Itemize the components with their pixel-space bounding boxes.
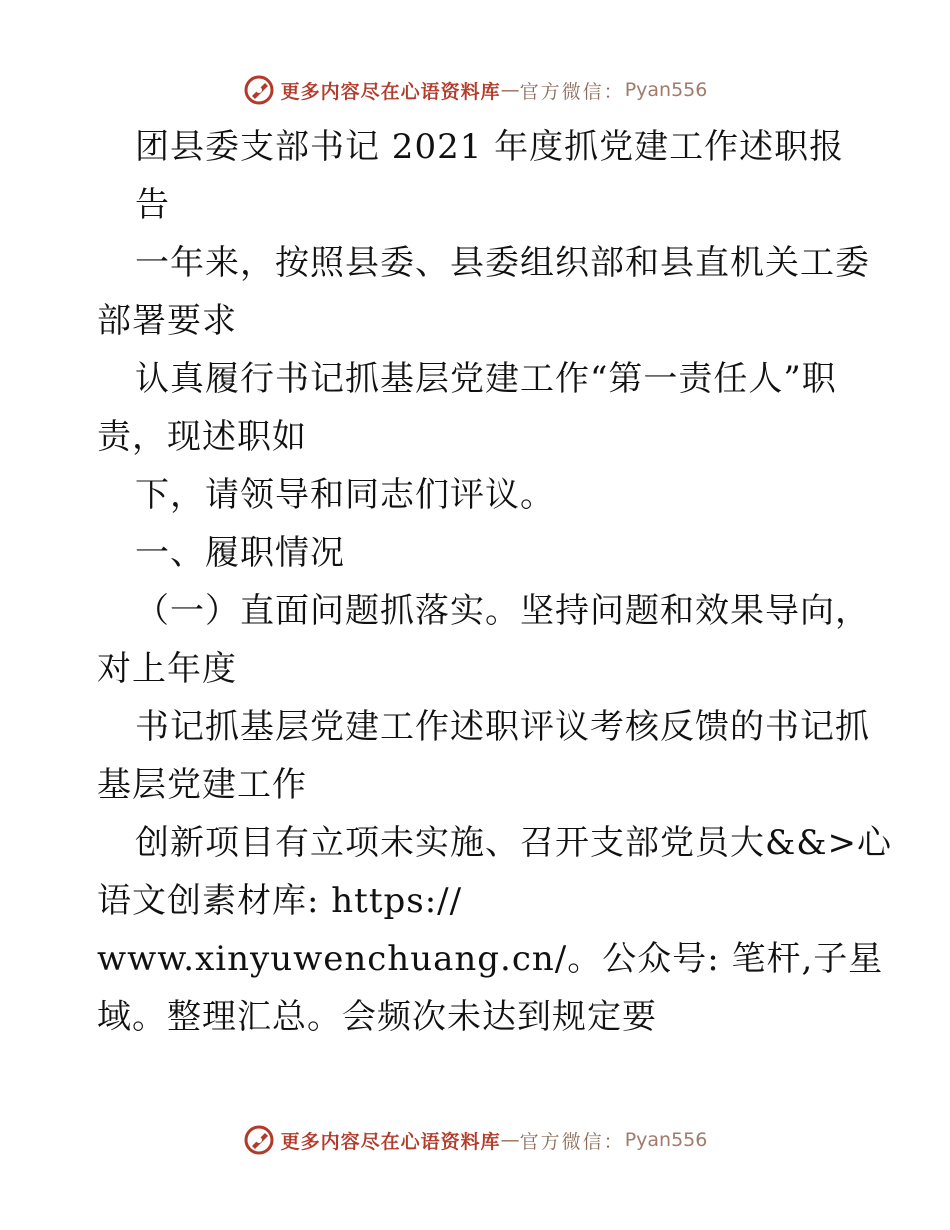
body-text-line: 对上年度 [97, 649, 237, 689]
body-text-line: 书记抓基层党建工作述职评议考核反馈的书记抓 [135, 707, 870, 747]
banner-separator: — [500, 1129, 520, 1151]
section-heading: 一、履职情况 [135, 533, 345, 573]
banner-wechat-label: 官方微信： [519, 80, 625, 103]
banner-wechat-id: Pyan556 [624, 79, 708, 101]
body-text-line: 基层党建工作 [97, 765, 307, 805]
document-title-line: 告 [135, 185, 170, 225]
body-text-line: 语文创素材库: https:// [97, 881, 463, 921]
header-banner [0, 70, 950, 110]
subsection-heading: （一）直面问题抓落实。坚持问题和效果导向， [135, 591, 870, 631]
body-text-line: 一年来，按照县委、县委组织部和县直机关工委 [135, 243, 870, 283]
banner-wechat-label: 官方微信： [519, 1130, 625, 1153]
banner-separator: — [500, 79, 520, 101]
document-body [97, 118, 893, 1046]
document-title-line: 团县委支部书记 2021 年度抓党建工作述职报 [135, 127, 845, 167]
body-text-line: 下，请领导和同志们评议。 [135, 475, 555, 515]
body-text-line: 创新项目有立项未实施、召开支部党员大&&>心 [135, 823, 893, 863]
pen-seal-logo-icon [243, 74, 275, 106]
banner-main-text: 更多内容尽在心语资料库 [280, 1130, 501, 1153]
footer-banner [0, 1120, 950, 1160]
body-text-line: 认真履行书记抓基层党建工作“第一责任人”职 [135, 359, 837, 399]
body-text-line: 部署要求 [97, 301, 237, 341]
body-text-line: 责，现述职如 [97, 417, 307, 457]
body-text-line: www.xinyuwenchuang.cn/。公众号: 笔杆,子星 [97, 939, 884, 979]
banner-main-text: 更多内容尽在心语资料库 [280, 80, 501, 103]
banner-wechat-id: Pyan556 [624, 1129, 708, 1151]
body-text-line: 域。整理汇总。会频次未达到规定要 [97, 997, 657, 1037]
pen-seal-logo-icon [243, 1124, 275, 1156]
